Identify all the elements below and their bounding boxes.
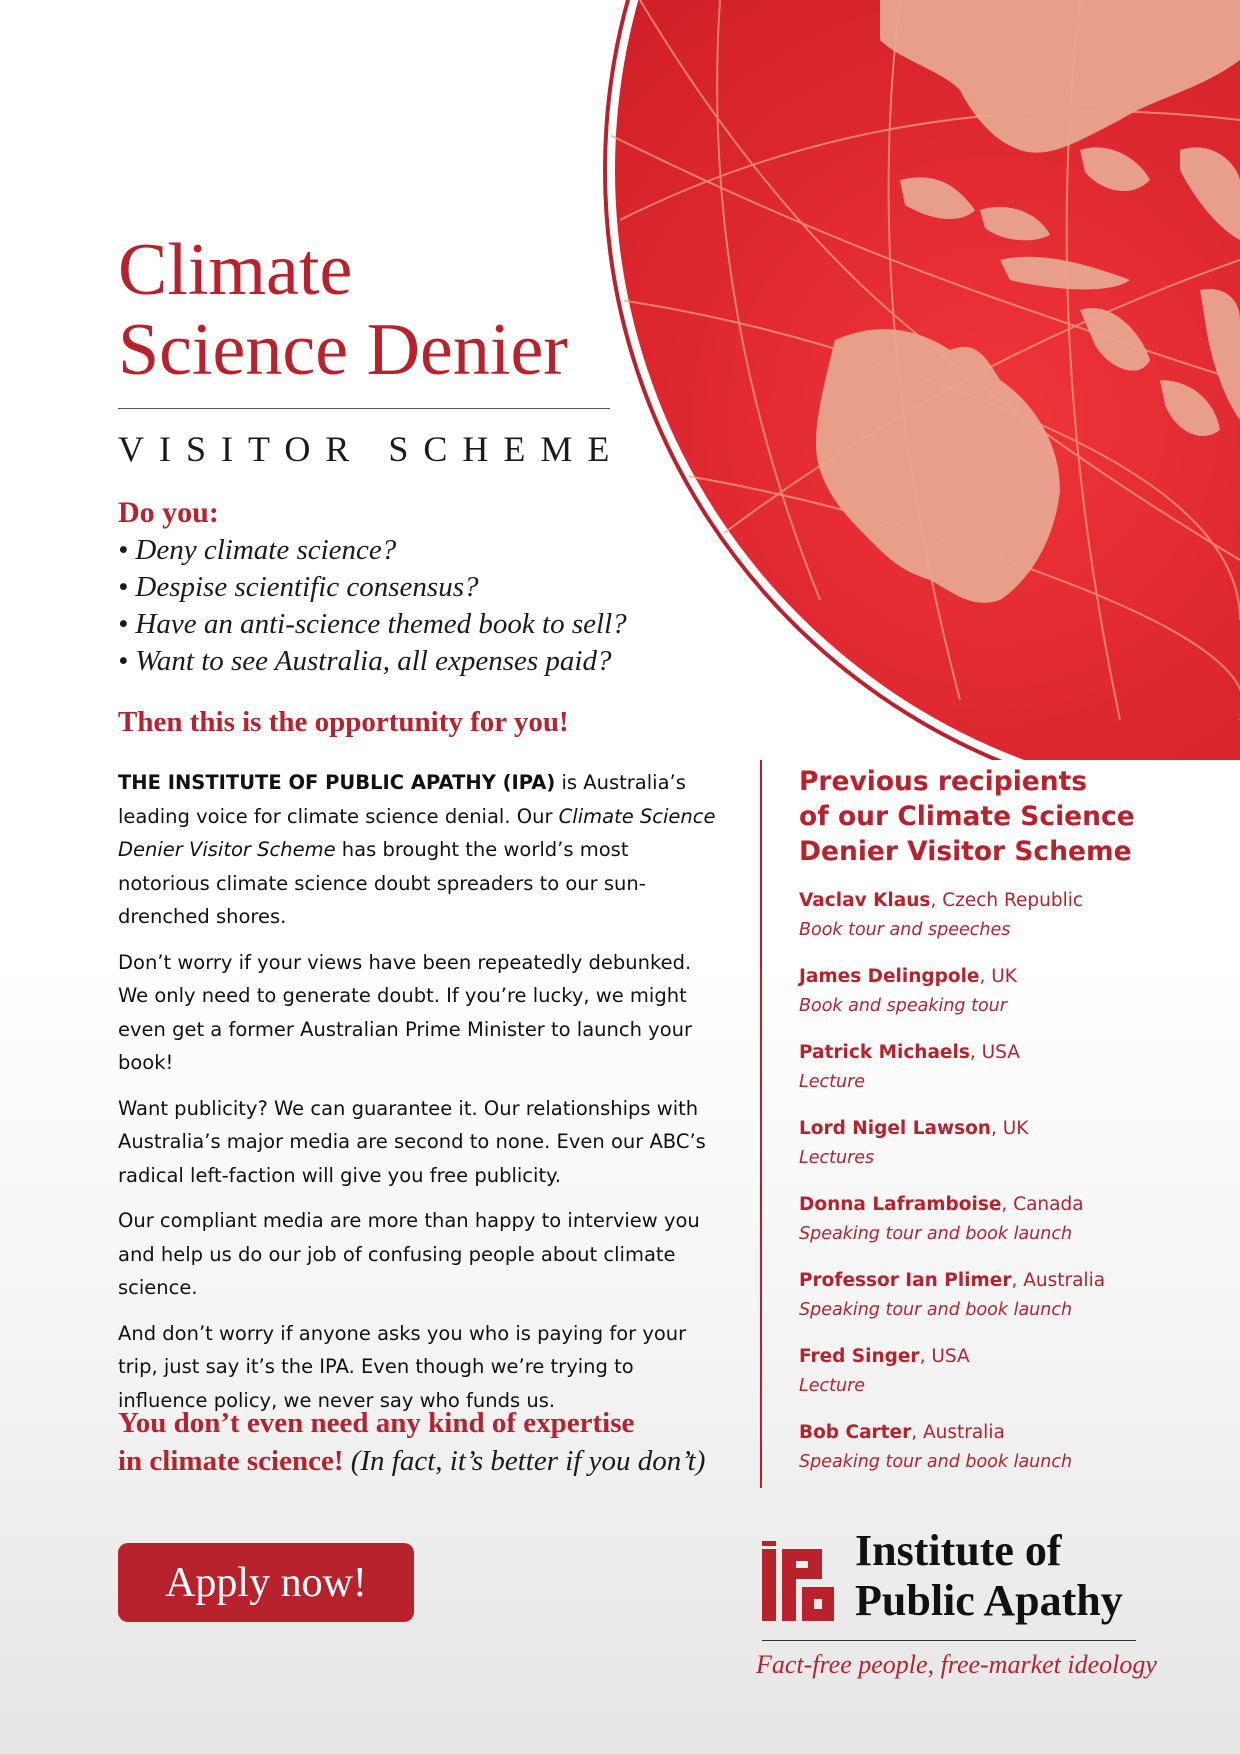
logo-wordmark xyxy=(855,1526,1123,1626)
subtitle: VISITOR SCHEME xyxy=(118,429,625,469)
title-line-2: Science Denier xyxy=(118,309,568,391)
apply-now-button[interactable]: Apply now! xyxy=(118,1543,414,1622)
sidebar-divider xyxy=(760,760,762,1488)
tagline-paren: (In fact, it’s better if you don’t) xyxy=(350,1445,706,1477)
sidebar-heading-line: Previous recipients xyxy=(799,766,1088,797)
logo-divider xyxy=(762,1640,1136,1641)
title-divider xyxy=(118,408,610,409)
recipient-country: , USA xyxy=(919,1346,970,1367)
recipient-item xyxy=(799,1114,1179,1190)
recipient-name: Lord Nigel Lawson xyxy=(799,1118,991,1139)
recipient-country: , Australia xyxy=(911,1422,1005,1443)
question-item: • Deny climate science? xyxy=(118,534,397,566)
recipient-desc: Book tour and speeches xyxy=(799,920,1011,940)
scheme-name: Climate Science Denier Visitor Scheme xyxy=(118,804,716,861)
recipient-country: , UK xyxy=(979,966,1017,987)
recipient-name: James Delingpole xyxy=(799,966,980,987)
body-text: is Australia’s leading voice for climate science denial. Our xyxy=(118,771,686,828)
recipient-item xyxy=(799,1266,1179,1342)
recipient-item xyxy=(799,1418,1179,1494)
recipients-list xyxy=(799,886,1179,1494)
sidebar-heading-line: of our Climate Science xyxy=(799,801,1135,832)
page-title xyxy=(118,230,678,390)
ipa-logo-icon xyxy=(762,1541,834,1621)
recipient-desc: Lecture xyxy=(799,1376,866,1396)
recipient-name: Fred Singer xyxy=(799,1346,920,1367)
recipient-country: , Australia xyxy=(1011,1270,1106,1291)
recipient-desc: Book and speaking tour xyxy=(799,996,1007,1016)
opportunity-heading: Then this is the opportunity for you! xyxy=(118,706,569,738)
recipient-item xyxy=(799,962,1179,1038)
expertise-tagline xyxy=(118,1404,758,1480)
recipient-item xyxy=(799,1342,1179,1418)
recipient-item xyxy=(799,886,1179,962)
recipient-desc: Speaking tour and book launch xyxy=(799,1452,1073,1472)
tagline-line-1: You don’t even need any kind of expertise xyxy=(118,1407,635,1439)
logo-line-2: Public Apathy xyxy=(855,1576,1123,1625)
question-item: • Despise scientific consensus? xyxy=(118,571,479,603)
body-paragraph: And don’t worry if anyone asks you who is paying for your trip, just say it’s the IPA. Even though we’re trying to influence policy, we never say who funds us. xyxy=(118,1321,687,1412)
recipient-country: , Canada xyxy=(1001,1194,1084,1215)
sidebar-heading-line: Denier Visitor Scheme xyxy=(799,836,1132,867)
recipient-country: , USA xyxy=(969,1042,1020,1063)
recipient-name: Patrick Michaels xyxy=(799,1042,970,1063)
recipient-country: , Czech Republic xyxy=(930,890,1084,911)
recipient-item xyxy=(799,1190,1179,1266)
recipient-desc: Lectures xyxy=(799,1148,875,1168)
title-line-1: Climate xyxy=(118,229,353,311)
recipient-name: Vaclav Klaus xyxy=(799,890,931,911)
tagline-line-2: in climate science! xyxy=(118,1445,344,1477)
body-copy xyxy=(118,766,718,1429)
recipient-desc: Speaking tour and book launch xyxy=(799,1224,1073,1244)
recipient-name: Professor Ian Plimer xyxy=(799,1270,1012,1291)
logo-tagline: Fact-free people, free-market ideology xyxy=(756,1650,1157,1679)
body-paragraph: Don’t worry if your views have been repeatedly debunked. We only need to generate doubt. If you’re lucky, we might even get a former Australian Prime Minister to launch your book! xyxy=(118,950,693,1074)
sidebar-heading xyxy=(799,764,1139,869)
question-item: • Have an anti-science themed book to sell? xyxy=(118,608,627,640)
questions-heading: Do you: xyxy=(118,496,219,529)
recipient-name: Bob Carter xyxy=(799,1422,912,1443)
recipient-desc: Speaking tour and book launch xyxy=(799,1300,1073,1320)
logo-line-1: Institute of xyxy=(855,1526,1062,1575)
body-paragraph: Our compliant media are more than happy to interview you and help us do our job of confusing people about climate science. xyxy=(118,1209,700,1299)
question-item: • Want to see Australia, all expenses paid? xyxy=(118,645,612,677)
ipa-lead: THE INSTITUTE OF PUBLIC APATHY (IPA) xyxy=(118,771,556,794)
body-paragraph: Want publicity? We can guarantee it. Our relationships with Australia’s major media are second to none. Even our ABC’s radical left-faction will give you free publicity. xyxy=(118,1096,706,1187)
recipient-country: , UK xyxy=(990,1118,1029,1139)
questions-list xyxy=(118,532,627,680)
recipient-item xyxy=(799,1038,1179,1114)
body-text: has brought the world’s most notorious climate science doubt spreaders to our sun-drenched shores. xyxy=(118,838,646,928)
recipient-desc: Lecture xyxy=(799,1072,866,1092)
recipient-name: Donna Laframboise xyxy=(799,1194,1002,1215)
body-paragraph xyxy=(118,766,718,934)
